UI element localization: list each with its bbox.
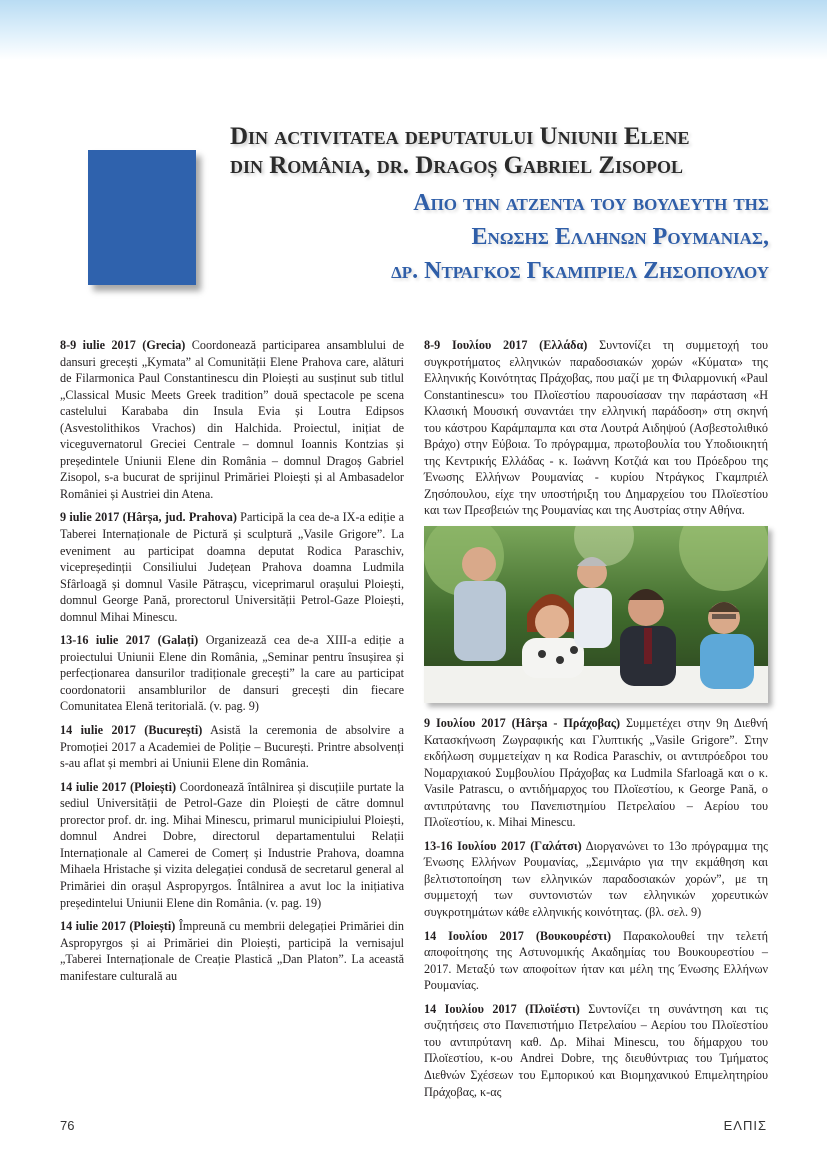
- magazine-name: ΕΛΠΙΣ: [723, 1118, 767, 1133]
- paragraph-lead: 9 iulie 2017 (Hârșa, jud. Prahova): [60, 510, 237, 525]
- header-gradient-band: [0, 0, 827, 60]
- decorative-blue-square: [88, 150, 196, 285]
- paragraph-text: Participă la cea de-a IX-a ediție a Taberei Internaționale de Pictură și sculptură „Vasile Grigore”. La eveniment au participat doamna deputat Rodica Paraschiv, vicepreședinții Consiliului Județean Prahova doamna Ludmila Sfârloagă și domnul Vasile Pătrașcu, viceprimarul orașului Ploiești, domnul George Pană, prorectorul Universității Petrol-Gaze Ploiești, domnul Mihai Minescu.: [60, 510, 404, 624]
- paragraph-text: Coordonează participarea ansamblului de dansuri grecești „Kymata” al Comunității Elene Prahova care, alături de Filarmonica Paul Constantinescu din Ploiești au susținut sub titlul „Classical Music Meets Greek tradition” două spectacole pe scena castelului Karababa din Insula Evia și Loutra Edipsos (Asvestolithikos Vrachos) din Halchida. Proiectul, inițiat de viceguvernatorul Greciei Centrale – domnul Ioannis Kontzias și președintele Uniunii Elene din România – domnul Dragoș Gabriel Zisopol, s-a bucurat de sprijinul Primăriei Ploiești și al Ambasadelor României și Austriei din Atena.: [60, 338, 404, 501]
- paragraph-text: Συντονίζει τη συνάντηση και τις συζητήσεις στο Πανεπιστήμιο Πετρελαίου – Αερίου του Πλοϊεστίου του αντιπρύτανη καθ. Δρ. Mihai Minescu, του δήμαρχου του Πλοϊεστίου, κ-ου Andrei Dobre, της διευθύντριας του Τμήματος Διεθνών Σχέσεων του Εμπορικού και Βιομηχανικού Επιμελητηρίου Πράχοβας, κ-ας: [424, 1001, 768, 1099]
- paragraph: [60, 779, 404, 911]
- paragraph: [60, 722, 404, 772]
- paragraph-text: Asistă la ceremonia de absolvire a Promoției 2017 a Academiei de Poliție – București. Printre absolvenți s-au aflat și membri ai Uniunii Elene din România.: [60, 723, 404, 771]
- column-greek: [424, 337, 768, 1107]
- event-photo: [424, 526, 768, 703]
- title-romanian: [230, 122, 790, 180]
- title-greek: [249, 186, 769, 288]
- paragraph-lead: 9 Ιουλίου 2017 (Hârșa - Πράχοβας): [424, 716, 621, 731]
- paragraph: [424, 715, 768, 831]
- title-ro-line2: din România, dr. Dragoș Gabriel Zisopol: [230, 152, 684, 179]
- column-romanian: [60, 337, 404, 991]
- paragraph: [424, 928, 768, 994]
- paragraph-lead: 14 iulie 2017 (București): [60, 723, 203, 738]
- paragraph-lead: 8-9 Ιουλίου 2017 (Ελλάδα): [424, 338, 588, 352]
- paragraph: [424, 1001, 768, 1100]
- paragraph-lead: 8-9 iulie 2017 (Grecia): [60, 338, 186, 352]
- title-ro-line1: Din activitatea deputatului Uniunii Elene: [230, 123, 690, 150]
- paragraph: [60, 509, 404, 625]
- title-gr-line3: δρ. Ντραγκος Γκαμπριελ Ζησοπουλου: [391, 258, 769, 284]
- paragraph-text: Coordonează întâlnirea și discuțiile purtate la sediul Universității de Petrol-Gaze din Ploiești de către domnul prorector prof. dr. ing. Mihai Minescu, primarul municipiului Ploiești, domnul Andrei Dobre, directorul departamentului Relații Internaționale al Camerei de Comerț și Industrie Prahova, doamna Mihaela Hristache și vizita delegației condusă de secretarul general al Primăriei din orașul Aspropyrgos. Întâlnirea a avut loc la inițiativa președintelui Uniunii Elene din România. (v. pag. 19): [60, 779, 404, 910]
- paragraph-lead: 14 Ιουλίου 2017 (Βουκουρέστι): [424, 928, 612, 943]
- paragraph-text: Παρακολουθεί την τελετή αποφοίτησης της Αστυνομικής Ακαδημίας του Βουκουρεστίου – 2017. Μεταξύ των αποφοίτων ήταν και μέλη της Ένωσης Ελλήνων Ρουμανίας.: [424, 928, 768, 993]
- paragraph-text: Împreună cu membrii delegației Primăriei din Aspropyrgos și ai Primăriei din Ploiești, participă la vernisajul „Taberei Internaționale de Creație Plastică „Dan Platon”. La această manifestare culturală au: [60, 919, 404, 983]
- paragraph-lead: 14 iulie 2017 (Ploiești): [60, 919, 176, 934]
- paragraph-lead: 13-16 Ιουλίου 2017 (Γαλάτσι): [424, 838, 582, 853]
- paragraph: [424, 337, 768, 519]
- paragraph: [424, 838, 768, 921]
- paragraph: [60, 632, 404, 715]
- title-gr-line1: Απο την ατζεντα του βουλευτη της: [413, 190, 769, 216]
- paragraph: [60, 337, 404, 502]
- paragraph-text: Συμμετέχει στην 9η Διεθνή Κατασκήνωση Ζωγραφικής και Γλυπτικής „Vasile Grigore”. Στην εκδήλωση συμμετείχαν η κα Rodica Paraschiv, οι αντιπρόεδροι του Νομαρχιακού Συμβουλίου Πράχοβας κα Ludmila Sfarloagă και ο κ. Vasile Patrascu, ο αντιδήμαρχος του Πλοϊεστίου, κ George Pană, ο αντιπρύτανης του Πανεπιστημίου Πετρελαίου – Αερίου του Πλοϊεστίου, κ. Mihai Minescu.: [424, 716, 768, 830]
- paragraph-lead: 14 Ιουλίου 2017 (Πλοϊέστι): [424, 1001, 580, 1016]
- paragraph-text: Διοργανώνει το 13ο πρόγραμμα της Ένωσης Ελλήνων Ρουμανίας, „Σεμινάριο για την εκμάθηση και βελτιστοποίηση των ελληνικών παραδοσιακών χορών”, με τη συμμετοχή των συντονιστών των ελληνικών χορευτικών συγκροτημάτων κάθε ελληνικής κοινότητας. (βλ. σελ. 9): [424, 838, 768, 920]
- paragraph-lead: 14 iulie 2017 (Ploiești): [60, 779, 177, 794]
- paragraph-text: Συντονίζει τη συμμετοχή του συγκροτήματος ελληνικών παραδοσιακών χορών «Κύματα» της Ελληνικής Κοινότητας Πράχοβας, που μαζί με τη Φιλαρμονική «Paul Constantinescu» του Πλοϊεστίου παρουσίασαν την παράσταση «Η Κλασική Μουσική συναντάει την ελληνική παράδοση» στη σκηνή του κάστρου Καράμπαμπα και στα Λουτρά Αιδηψού (Ασβεστολιθικό Βράχο) στην Εύβοια. Το πρόγραμμα, πρωτοβουλία του Υποδιοικητή της Κεντρικής Ελλάδας - κ. Ιωάννη Κοτζιά και του Πρόεδρου της Ένωσης Ελλήνων Ρουμανίας - κυρίου Ντράγκος Γκαμπριέλ Ζησόπουλου, είχε την υποστήριξη του Δημαρχείου του Πλοϊεστίου και των Πρεσβειών της Ρουμανίας και της Αυστρίας στην Αθήνα.: [424, 338, 768, 518]
- photo-illustration: [424, 526, 768, 703]
- paragraph-text: Organizează cea de-a XIII-a ediție a proiectului Uniunii Elene din România, „Seminar pentru însușirea și perfecționarea dansurilor tradiționale grecești” la care au participat coordonatorii ansamblurilor de dansuri grecești din fiecare Comunitatea Elenă teritorială. (v. pag. 9): [60, 633, 404, 714]
- title-gr-line2: Ενωσης Ελληνων Ρουμανιας,: [471, 224, 769, 250]
- paragraph: [60, 918, 404, 984]
- paragraph-lead: 13-16 iulie 2017 (Galați): [60, 633, 199, 648]
- page-number: 76: [60, 1118, 75, 1133]
